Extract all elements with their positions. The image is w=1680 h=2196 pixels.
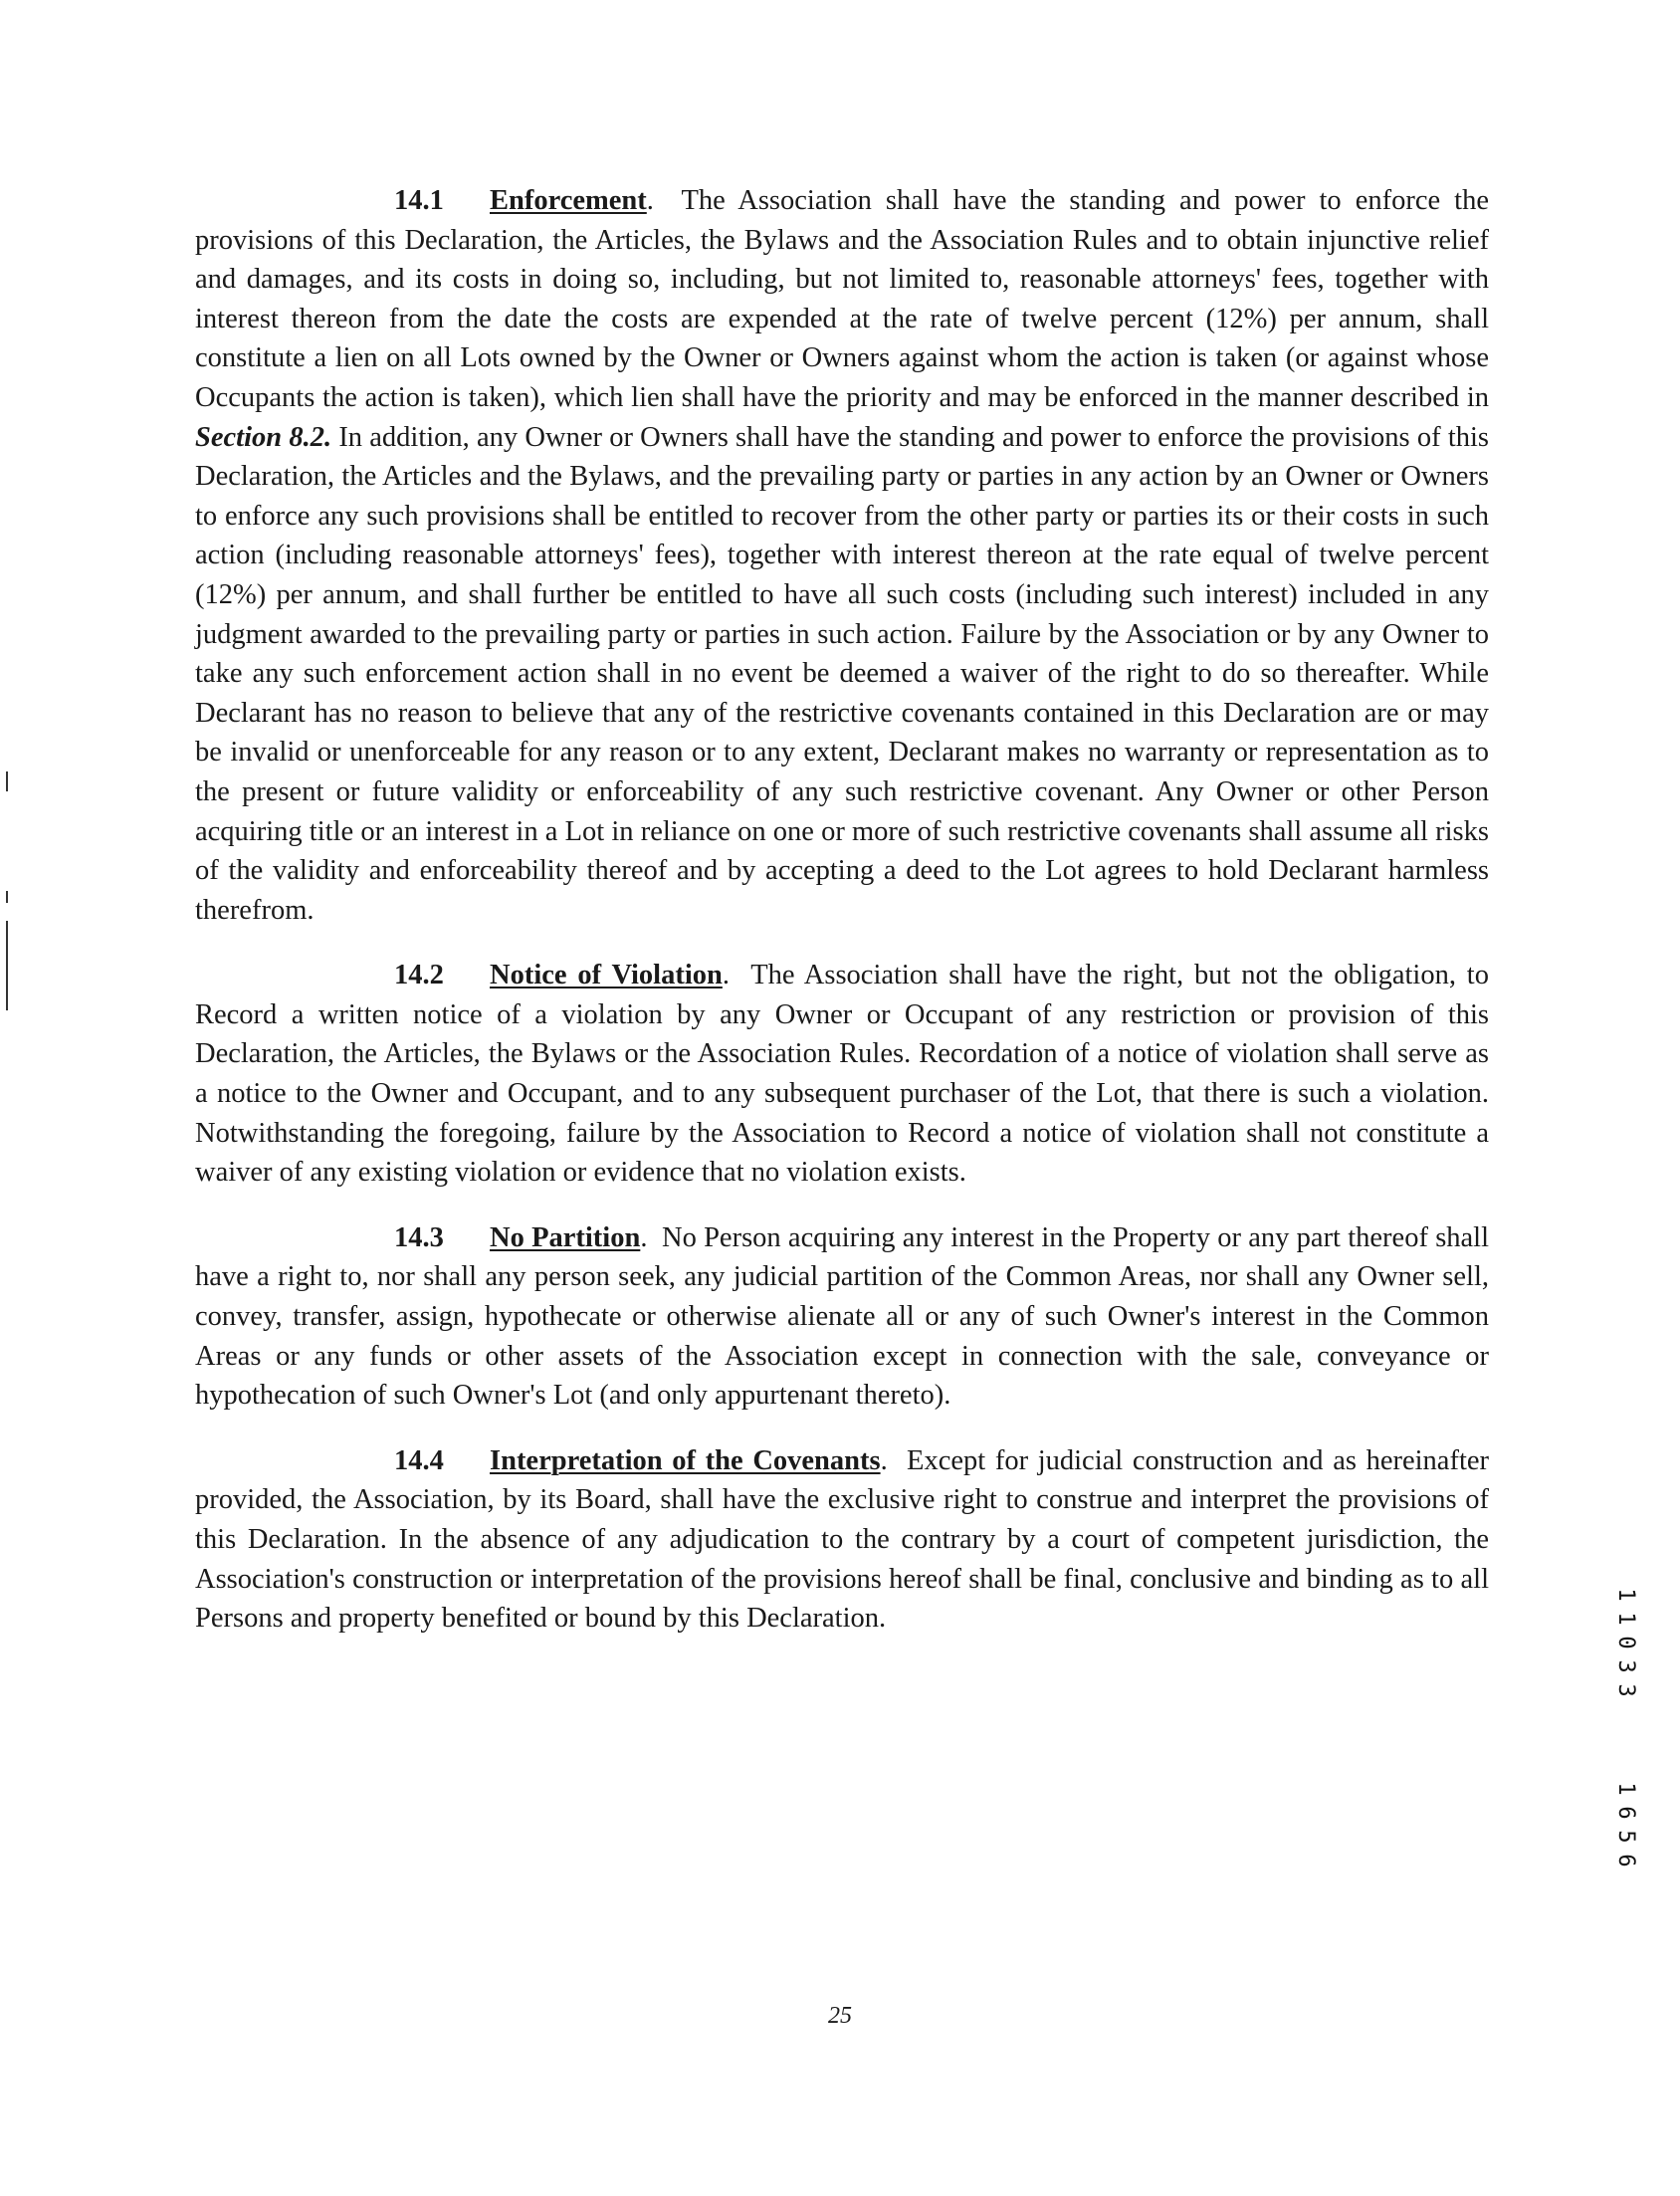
scan-margin-mark: [6, 771, 8, 791]
stamp-digit: 3: [1613, 1683, 1638, 1697]
stamp-digit: 6: [1613, 1806, 1638, 1820]
section-number: 14.4: [394, 1444, 444, 1476]
section-text: Except for judicial construction and as hereinafter provided, the Association, by its Board, shall have the exclusive right to construe and interpret the provisions of this Declaration. In the absence of any adjudication to the contrary by a court of competent jurisdiction, the Association's construction or interpretation of the provisions hereof shall be final, conclusive and binding as to all Persons and property benefited or bound by this Declaration.: [195, 1444, 1490, 1635]
section-heading: Interpretation of the Covenants: [490, 1444, 881, 1476]
section-cross-reference: Section 8.2.: [195, 421, 332, 453]
section-14-4: [195, 1441, 1489, 1639]
document-body: [195, 181, 1489, 1664]
section-text: The Association shall have the standing and power to enforce the provisions of this Declaration, the Articles, the Bylaws and the Association Rules and to obtain injunctive relief and damages, and its costs in doing so, including, but not limited to, reasonable attorneys' fees, together with interest thereon from the date the costs are expended at the rate of twelve percent (12%) per annum, shall constitute a lien on all Lots owned by the Owner or Owners against whom the action is taken (or against whose Occupants the action is taken), which lien shall have the priority and may be enforced in the manner described in: [195, 185, 1489, 413]
stamp-digit: 6: [1613, 1854, 1638, 1867]
stamp-digit: 5: [1613, 1830, 1638, 1844]
recording-stamp-top: [1610, 1583, 1640, 1702]
section-heading: Enforcement: [490, 185, 647, 216]
section-text: No Person acquiring any interest in the Property or any part thereof shall have a right to, nor shall any person seek, any judicial partition of the Common Areas, nor shall any Owner sell, convey, transfer, assign, hypothecate or otherwise alienate all or any of such Owner's interest in the Common Areas or any funds or other assets of the Association except in connection with the sale, conveyance or hypothecation of such Owner's Lot (and only appurtenant thereto).: [195, 1221, 1490, 1412]
scan-margin-mark: [6, 921, 8, 1010]
section-heading: No Partition: [490, 1221, 641, 1253]
page-number: 25: [828, 2003, 852, 2029]
stamp-digit: 0: [1613, 1636, 1638, 1649]
heading-period: .: [646, 185, 654, 216]
stamp-digit: 1: [1613, 1612, 1638, 1626]
section-number: 14.2: [394, 960, 444, 991]
section-number: 14.1: [394, 185, 444, 216]
section-14-1: [195, 181, 1489, 930]
section-number: 14.3: [394, 1221, 444, 1253]
heading-period: .: [722, 960, 730, 991]
section-14-3: [195, 1218, 1489, 1416]
stamp-digit: 1: [1613, 1782, 1638, 1796]
section-14-2: [195, 956, 1489, 1193]
section-text: The Association shall have the right, but not the obligation, to Record a written notice of a violation by any Owner or Occupant of any restriction or provision of this Declaration, the Articles, the Bylaws or the Association Rules. Recordation of a notice of violation shall serve as a notice to the Owner and Occupant, and to any subsequent purchaser of the Lot, that there is such a violation. Notwithstanding the foregoing, failure by the Association to Record a notice of violation shall not constitute a waiver of any existing violation or evidence that no violation exists.: [195, 960, 1489, 1189]
stamp-digit: 1: [1613, 1588, 1638, 1602]
scan-margin-mark: [6, 891, 8, 903]
section-text: In addition, any Owner or Owners shall have the standing and power to enforce the provisions of this Declaration, the Articles and the Bylaws, and the prevailing party or parties in any action by an Owner or Owners to enforce any such provisions shall be entitled to recover from the other party or parties its or their costs in such action (including reasonable attorneys' fees), together with interest thereon at the rate equal of twelve percent (12%) per annum, and shall further be entitled to have all such costs (including such interest) included in any judgment awarded to the prevailing party or parties in such action. Failure by the Association or by any Owner to take any such enforcement action shall in no event be deemed a waiver of the right to do so thereafter. While Declarant has no reason to believe that any of the restrictive covenants contained in this Declaration are or may be invalid or unenforceable for any reason or to any extent, Declarant makes no warranty or representation as to the present or future validity or enforceability of any such restrictive covenant. Any Owner or other Person acquiring title or an interest in a Lot in reliance on one or more of such restrictive covenants shall assume all risks of the validity and enforceability thereof and by accepting a deed to the Lot agrees to hold Declarant harmless therefrom.: [195, 421, 1490, 926]
stamp-digit: 3: [1613, 1659, 1638, 1673]
heading-period: .: [640, 1221, 648, 1253]
section-heading: Notice of Violation: [490, 960, 723, 991]
recording-stamp-bottom: [1610, 1777, 1640, 1872]
heading-period: .: [880, 1444, 888, 1476]
